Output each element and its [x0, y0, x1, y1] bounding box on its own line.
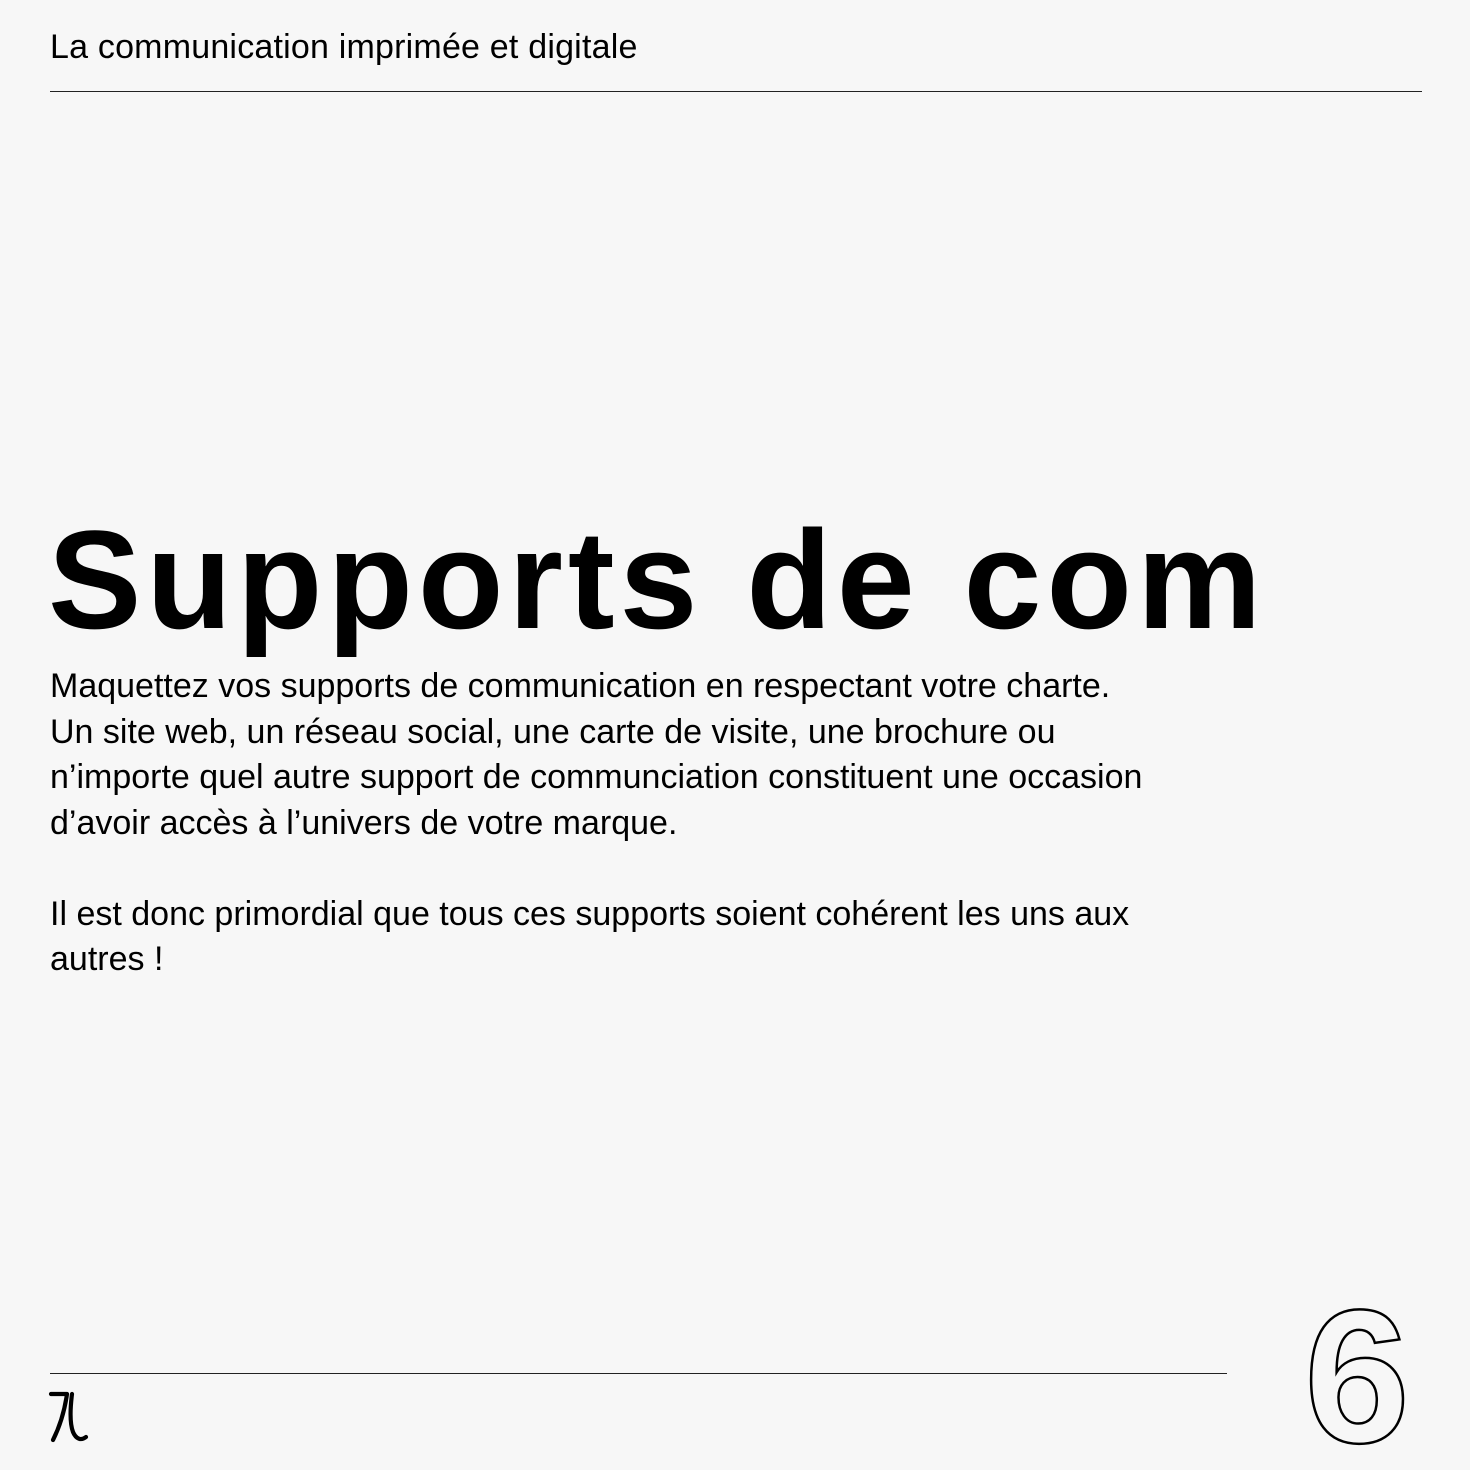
paragraph-line: Il est donc primordial que tous ces supports soient cohérent les uns aux: [50, 894, 1130, 933]
paragraph-conclusion: [50, 892, 1350, 983]
page-number: [1290, 1292, 1425, 1452]
brand-monogram-icon: [48, 1388, 90, 1444]
bottom-divider: [50, 1373, 1227, 1374]
top-divider: [50, 91, 1422, 92]
header-title: La communication imprimée et digitale: [50, 28, 638, 66]
body-text: [50, 664, 1350, 983]
paragraph-line: autres !: [50, 940, 164, 978]
paragraph-line: n’importe quel autre support de communciation constituent une occasion: [50, 758, 1143, 796]
page-headline: Supports de com: [48, 501, 1267, 658]
paragraph-intro: [50, 664, 1350, 846]
page-number-text: 6: [1304, 1292, 1410, 1452]
paragraph-line: Un site web, un réseau social, une carte de visite, une brochure ou: [50, 712, 1056, 751]
paragraph-line: d’avoir accès à l’univers de votre marque.: [50, 803, 678, 842]
paragraph-line: Maquettez vos supports de communication en respectant votre charte.: [50, 667, 1111, 705]
